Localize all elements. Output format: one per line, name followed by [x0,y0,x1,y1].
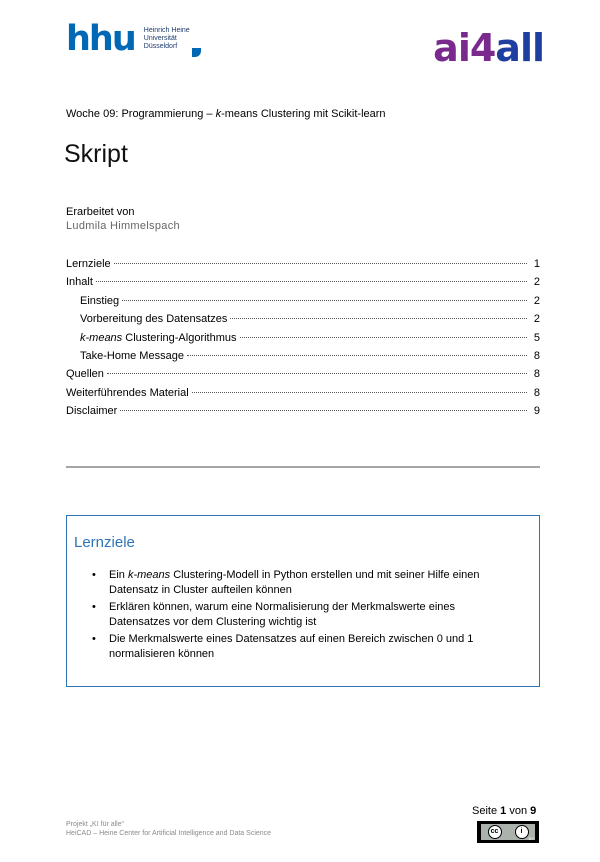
hhu-logo-line-3: Düsseldorf [143,43,178,50]
toc-entry-page: 8 [533,349,540,362]
hhu-logo-line-1: Heinrich Heine [143,27,190,34]
creative-commons-icon: cc [488,825,502,839]
ai4all-logo-part-2: 4 [469,26,496,70]
toc-entry-label: Einstieg [80,294,120,307]
toc-entry-page: 2 [533,313,540,326]
toc-entry-page: 8 [533,368,540,381]
goal-text-pre: Ein [109,569,128,581]
page-number-prefix: Seite [472,805,501,817]
page-number [472,805,536,817]
page-number-current: 1 [500,805,507,817]
toc-entry-page: 2 [533,276,540,289]
toc-entry-label-italic: k-means [80,331,123,344]
toc-entry-page: 8 [533,386,540,399]
author-name: Ludmila Himmelspach [66,220,180,232]
goal-text-italic: k-means [127,569,171,581]
page-number-total: 9 [530,805,537,817]
toc-leader [120,410,527,411]
goal-text-pre: Erklären können, warum eine Normalisierung der Merkmalswerte eines Datensatzes vor dem Clustering wichtig ist [109,601,456,628]
goal-text-pre: Die Merkmalswerte eines Datensatzes auf einen Bereich zwischen 0 und 1 normalisieren können [109,633,474,660]
ai4all-logo-part-3: all [495,26,544,70]
cc-by-label: BY [528,836,534,841]
toc-entry-lernziele[interactable] [66,258,540,276]
goal-text-post: Clustering-Modell in Python erstellen und mit seiner Hilfe einen Datensatz in Cluster aufteilen können [109,569,480,596]
toc-entry-label: Lernziele [66,258,111,270]
toc-entry-page: 1 [533,258,540,270]
ai4all-logo [433,28,544,68]
hhu-logo-text [144,24,190,51]
toc-leader [96,281,527,282]
toc-entry-quellen[interactable] [66,368,540,386]
toc-leader [230,318,527,319]
section-divider [66,466,540,468]
toc-entry-label: Inhalt [66,276,93,289]
footer-line-1: Projekt „KI für alle“ [66,821,124,828]
cc-by-license-badge[interactable] [477,821,539,843]
toc-entry-label-rest: Clustering-Algorithmus [122,331,237,344]
hhu-logo [66,19,190,59]
toc-entry-label: Take-Home Message [80,349,184,362]
toc-entry-kmeans[interactable] [66,332,540,350]
toc-entry-page: 2 [533,294,540,307]
list-item [109,568,517,598]
toc-leader [122,300,527,301]
page-number-mid: von [506,805,531,817]
page-title: Skript [64,140,128,168]
toc-entry-take-home[interactable] [66,350,540,368]
toc-leader [114,263,527,264]
toc-entry-label: Disclaimer [66,405,118,418]
toc-leader [187,355,527,356]
toc-entry-label: Vorbereitung des Datensatzes [80,313,228,326]
toc-leader [192,392,527,393]
toc-leader [240,337,527,338]
toc-entry-label: Weiterführendes Material [66,386,189,399]
footer-line-2: HeiCAD – Heine Center for Artificial Intelligence and Data Science [66,830,272,837]
toc-entry-vorbereitung[interactable] [66,313,540,331]
toc-entry-label [80,332,237,344]
toc-entry-page: 5 [533,331,540,344]
week-heading [66,108,386,120]
toc-entry-disclaimer[interactable] [66,405,540,423]
toc-entry-material[interactable] [66,387,540,405]
cc-badge-inner [481,824,535,840]
learning-goals-box [66,515,540,687]
week-heading-suffix: -means Clustering mit Scikit-learn [221,108,386,120]
week-heading-prefix: Woche 09: Programmierung – [66,108,216,120]
learning-goals-list [109,568,517,664]
list-item [109,632,517,662]
toc-leader [107,373,527,374]
hhu-logo-line-2: Universität [143,35,177,42]
list-item [109,600,517,630]
hhu-logo-mark-icon [192,48,201,57]
toc-entry-page: 9 [533,405,540,418]
footer-project-info [66,820,271,838]
toc-entry-inhalt[interactable] [66,276,540,294]
toc-entry-einstieg[interactable] [66,295,540,313]
ai4all-logo-part-1: ai [433,26,470,70]
toc-entry-label: Quellen [66,368,104,381]
table-of-contents [66,258,540,424]
learning-goals-title: Lernziele [74,534,135,551]
hhu-logo-letters: hhu [66,19,135,59]
authored-label: Erarbeitet von [66,206,135,218]
week-heading-italic: k [215,108,222,120]
attribution-icon: i [515,825,529,839]
